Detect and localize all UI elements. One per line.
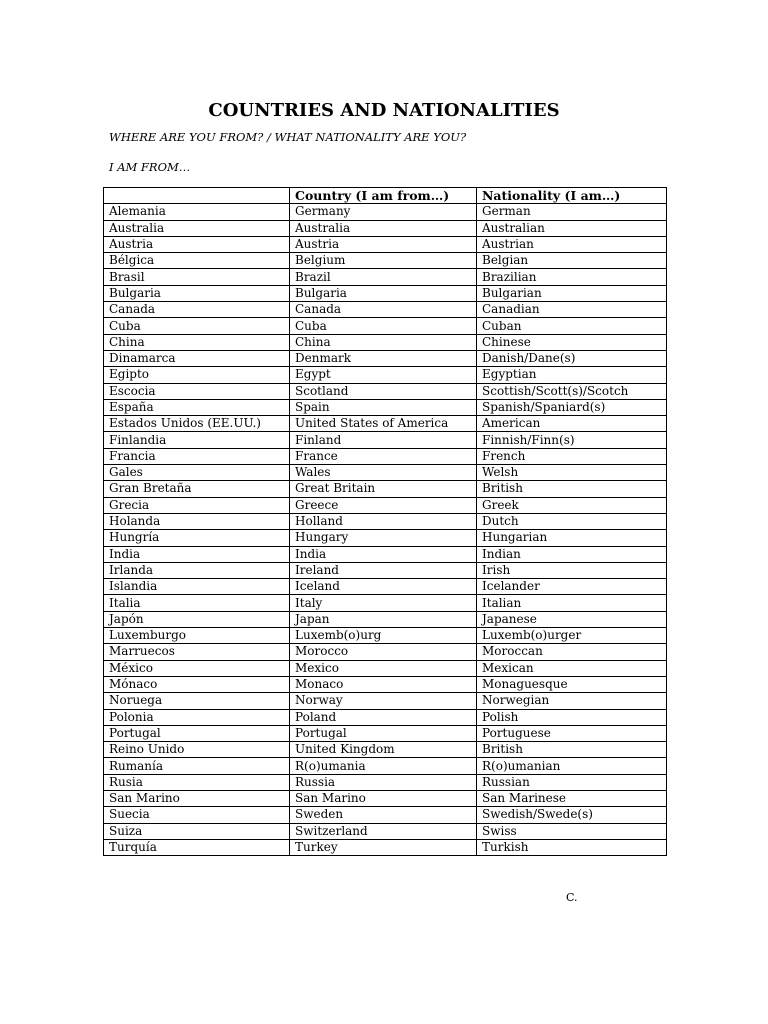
cell-country: Monaco — [290, 676, 477, 692]
cell-spanish-name: Japón — [104, 611, 290, 627]
table-row — [104, 839, 667, 855]
cell-country: Spain — [290, 399, 477, 415]
cell-nationality: Swedish/Swede(s) — [477, 807, 667, 823]
cell-country: Bulgaria — [290, 285, 477, 301]
cell-country: Mexico — [290, 660, 477, 676]
cell-country: Russia — [290, 774, 477, 790]
cell-spanish-name: India — [104, 546, 290, 562]
cell-nationality: Hungarian — [477, 530, 667, 546]
cell-spanish-name: Rumanía — [104, 758, 290, 774]
table-header-row — [104, 188, 667, 204]
cell-country: Cuba — [290, 318, 477, 334]
cell-nationality: Cuban — [477, 318, 667, 334]
table-row — [104, 236, 667, 252]
table-row — [104, 562, 667, 578]
cell-nationality: Belgian — [477, 253, 667, 269]
table-row — [104, 432, 667, 448]
cell-spanish-name: Australia — [104, 220, 290, 236]
cell-country: China — [290, 334, 477, 350]
cell-country: Hungary — [290, 530, 477, 546]
cell-country: Denmark — [290, 350, 477, 366]
table-row — [104, 302, 667, 318]
cell-spanish-name: Bulgaria — [104, 285, 290, 301]
table-row — [104, 285, 667, 301]
table-row — [104, 269, 667, 285]
cell-spanish-name: Estados Unidos (EE.UU.) — [104, 416, 290, 432]
cell-country: India — [290, 546, 477, 562]
cell-country: Brazil — [290, 269, 477, 285]
cell-nationality: Canadian — [477, 302, 667, 318]
cell-spanish-name: Reino Unido — [104, 742, 290, 758]
cell-nationality: British — [477, 742, 667, 758]
cell-spanish-name: Egipto — [104, 367, 290, 383]
cell-country: Portugal — [290, 725, 477, 741]
cell-spanish-name: Gales — [104, 465, 290, 481]
cell-nationality: Indian — [477, 546, 667, 562]
nationalities-table — [103, 187, 667, 856]
cell-nationality: Bulgarian — [477, 285, 667, 301]
table-row — [104, 253, 667, 269]
cell-nationality: Scottish/Scott(s)/Scotch — [477, 383, 667, 399]
cell-spanish-name: Turquía — [104, 839, 290, 855]
cell-country: Luxemb(o)urg — [290, 628, 477, 644]
cell-nationality: Spanish/Spaniard(s) — [477, 399, 667, 415]
header-nationality: Nationality (I am…) — [477, 188, 667, 204]
cell-spanish-name: Brasil — [104, 269, 290, 285]
table-row — [104, 611, 667, 627]
cell-nationality: Dutch — [477, 513, 667, 529]
cell-country: Ireland — [290, 562, 477, 578]
cell-country: Holland — [290, 513, 477, 529]
cell-country: Morocco — [290, 644, 477, 660]
cell-nationality: Luxemb(o)urger — [477, 628, 667, 644]
cell-nationality: Norwegian — [477, 693, 667, 709]
cell-spanish-name: Polonia — [104, 709, 290, 725]
cell-spanish-name: Cuba — [104, 318, 290, 334]
table-row — [104, 774, 667, 790]
table-row — [104, 725, 667, 741]
cell-spanish-name: Noruega — [104, 693, 290, 709]
table-row — [104, 807, 667, 823]
table-row — [104, 709, 667, 725]
table-row — [104, 693, 667, 709]
cell-country: Scotland — [290, 383, 477, 399]
cell-country: Norway — [290, 693, 477, 709]
cell-spanish-name: Islandia — [104, 579, 290, 595]
cell-nationality: Italian — [477, 595, 667, 611]
table-row — [104, 644, 667, 660]
table-row — [104, 628, 667, 644]
table-row — [104, 350, 667, 366]
cell-nationality: Irish — [477, 562, 667, 578]
cell-spanish-name: Francia — [104, 448, 290, 464]
cell-country: Turkey — [290, 839, 477, 855]
cell-nationality: Russian — [477, 774, 667, 790]
cell-nationality: San Marinese — [477, 790, 667, 806]
table-row — [104, 823, 667, 839]
cell-spanish-name: Hungría — [104, 530, 290, 546]
cell-nationality: American — [477, 416, 667, 432]
footer-mark: C. — [566, 891, 578, 904]
cell-spanish-name: Austria — [104, 236, 290, 252]
cell-spanish-name: San Marino — [104, 790, 290, 806]
cell-nationality: Turkish — [477, 839, 667, 855]
cell-country: United States of America — [290, 416, 477, 432]
table-row — [104, 318, 667, 334]
cell-country: Austria — [290, 236, 477, 252]
cell-country: Greece — [290, 497, 477, 513]
table-row — [104, 546, 667, 562]
cell-country: Australia — [290, 220, 477, 236]
header-spanish-name — [104, 188, 290, 204]
table-row — [104, 416, 667, 432]
table-row — [104, 676, 667, 692]
table-row — [104, 399, 667, 415]
cell-spanish-name: Rusia — [104, 774, 290, 790]
cell-nationality: Mexican — [477, 660, 667, 676]
table-row — [104, 579, 667, 595]
cell-spanish-name: Irlanda — [104, 562, 290, 578]
cell-country: Italy — [290, 595, 477, 611]
cell-spanish-name: Marruecos — [104, 644, 290, 660]
subtitle: WHERE ARE YOU FROM? / WHAT NATIONALITY ARE YOU? — [109, 130, 467, 144]
table-row — [104, 334, 667, 350]
cell-country: Iceland — [290, 579, 477, 595]
cell-country: R(o)umania — [290, 758, 477, 774]
cell-nationality: Swiss — [477, 823, 667, 839]
cell-spanish-name: Suecia — [104, 807, 290, 823]
cell-country: Germany — [290, 204, 477, 220]
cell-country: Japan — [290, 611, 477, 627]
table-row — [104, 383, 667, 399]
cell-nationality: Austrian — [477, 236, 667, 252]
table-row — [104, 367, 667, 383]
cell-nationality: Egyptian — [477, 367, 667, 383]
cell-nationality: Greek — [477, 497, 667, 513]
table-row — [104, 742, 667, 758]
cell-nationality: Monaguesque — [477, 676, 667, 692]
cell-country: Wales — [290, 465, 477, 481]
header-country: Country (I am from…) — [290, 188, 477, 204]
cell-nationality: Chinese — [477, 334, 667, 350]
cell-country: Switzerland — [290, 823, 477, 839]
cell-spanish-name: Holanda — [104, 513, 290, 529]
cell-spanish-name: España — [104, 399, 290, 415]
cell-nationality: Polish — [477, 709, 667, 725]
page-title: COUNTRIES AND NATIONALITIES — [208, 100, 560, 121]
cell-spanish-name: China — [104, 334, 290, 350]
cell-spanish-name: Dinamarca — [104, 350, 290, 366]
cell-country: United Kingdom — [290, 742, 477, 758]
cell-nationality: Portuguese — [477, 725, 667, 741]
cell-nationality: French — [477, 448, 667, 464]
cell-nationality: Icelander — [477, 579, 667, 595]
table-row — [104, 448, 667, 464]
cell-spanish-name: Escocia — [104, 383, 290, 399]
cell-spanish-name: Mónaco — [104, 676, 290, 692]
cell-nationality: Danish/Dane(s) — [477, 350, 667, 366]
cell-spanish-name: Portugal — [104, 725, 290, 741]
cell-spanish-name: Suiza — [104, 823, 290, 839]
cell-country: Sweden — [290, 807, 477, 823]
cell-spanish-name: México — [104, 660, 290, 676]
table-row — [104, 465, 667, 481]
table-row — [104, 497, 667, 513]
table-row — [104, 204, 667, 220]
cell-nationality: Welsh — [477, 465, 667, 481]
cell-country: Finland — [290, 432, 477, 448]
cell-spanish-name: Bélgica — [104, 253, 290, 269]
cell-country: Egypt — [290, 367, 477, 383]
table-row — [104, 513, 667, 529]
cell-country: Canada — [290, 302, 477, 318]
cell-spanish-name: Italia — [104, 595, 290, 611]
table-row — [104, 481, 667, 497]
table-row — [104, 595, 667, 611]
lead-in-text: I AM FROM… — [109, 160, 191, 174]
cell-spanish-name: Alemania — [104, 204, 290, 220]
table-row — [104, 758, 667, 774]
cell-nationality: Japanese — [477, 611, 667, 627]
cell-spanish-name: Gran Bretaña — [104, 481, 290, 497]
cell-country: Belgium — [290, 253, 477, 269]
cell-nationality: Finnish/Finn(s) — [477, 432, 667, 448]
cell-country: San Marino — [290, 790, 477, 806]
cell-nationality: British — [477, 481, 667, 497]
cell-spanish-name: Luxemburgo — [104, 628, 290, 644]
cell-nationality: German — [477, 204, 667, 220]
table-row — [104, 530, 667, 546]
table-row — [104, 220, 667, 236]
cell-nationality: Brazilian — [477, 269, 667, 285]
table-row — [104, 790, 667, 806]
cell-nationality: Australian — [477, 220, 667, 236]
cell-spanish-name: Canada — [104, 302, 290, 318]
cell-country: Great Britain — [290, 481, 477, 497]
table-row — [104, 660, 667, 676]
cell-spanish-name: Finlandia — [104, 432, 290, 448]
cell-nationality: Moroccan — [477, 644, 667, 660]
table-body — [104, 204, 667, 856]
cell-country: Poland — [290, 709, 477, 725]
cell-country: France — [290, 448, 477, 464]
cell-nationality: R(o)umanian — [477, 758, 667, 774]
cell-spanish-name: Grecia — [104, 497, 290, 513]
